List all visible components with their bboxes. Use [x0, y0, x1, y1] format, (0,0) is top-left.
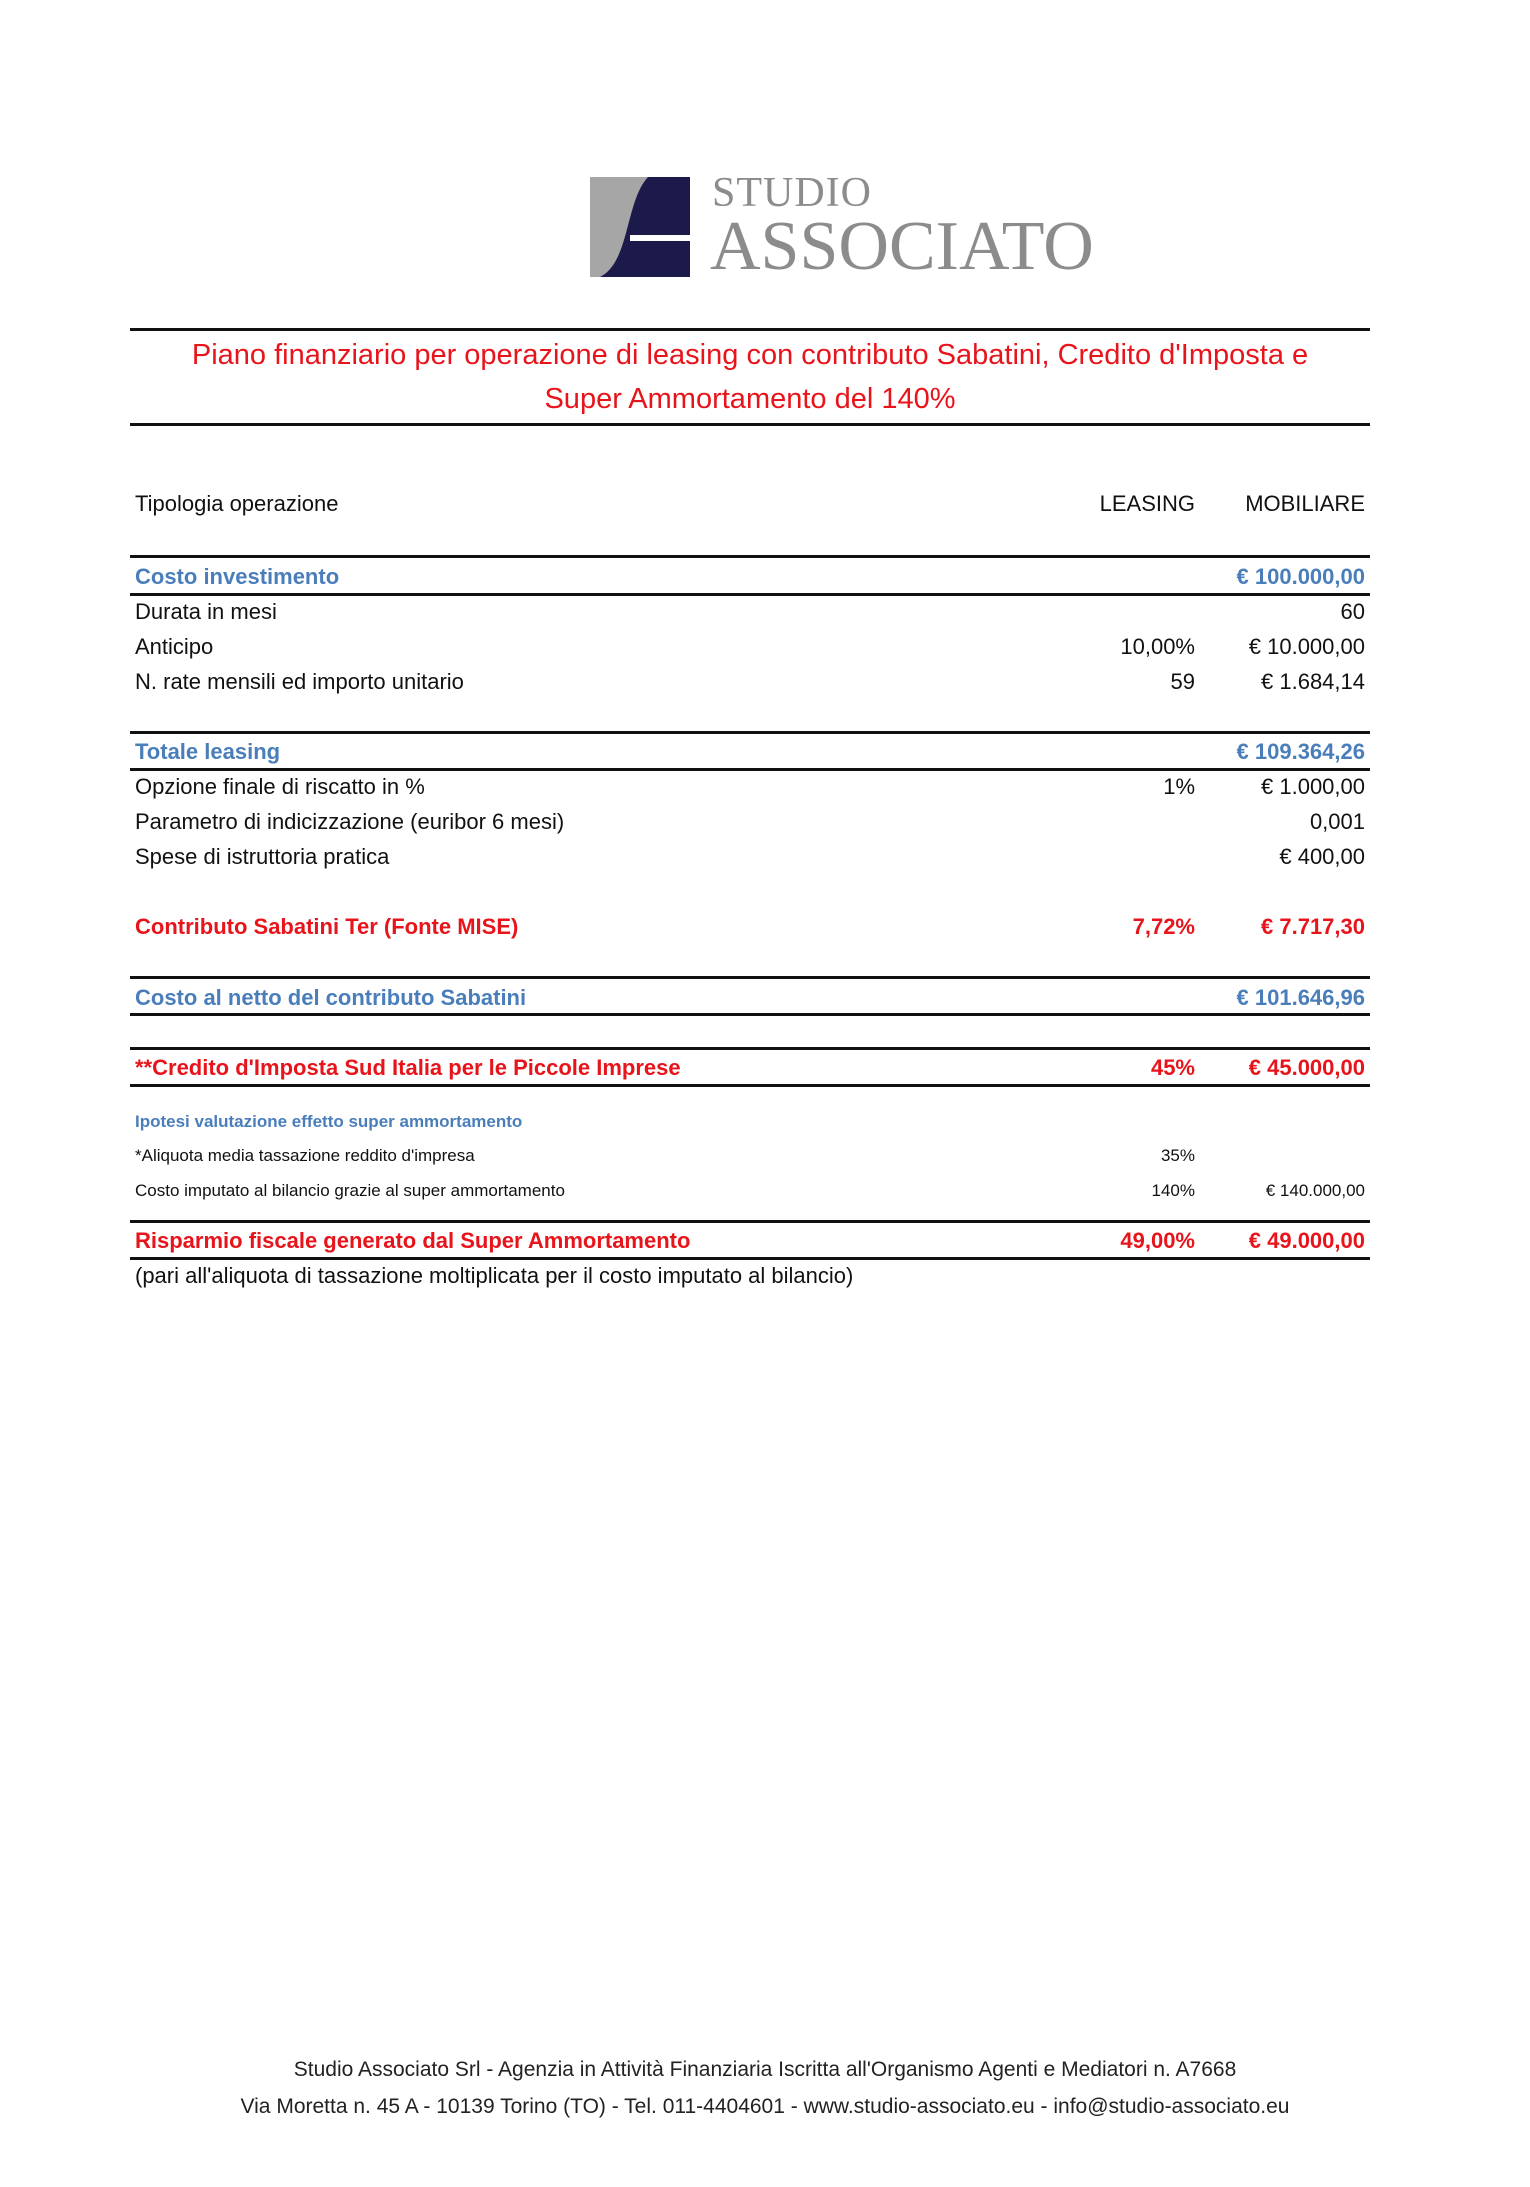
- logo-mark-icon: [590, 177, 690, 277]
- header-col-mobiliare: MOBILIARE: [1245, 491, 1365, 516]
- row-label: (pari all'aliquota di tassazione moltiplicata per il costo imputato al bilancio): [135, 1263, 854, 1288]
- row-value-mobiliare: € 7.717,30: [1261, 914, 1365, 939]
- table-row-anticipo: [130, 629, 1370, 664]
- row-value-mobiliare: € 45.000,00: [1248, 1055, 1365, 1080]
- row-value-mobiliare: 0,001: [1309, 809, 1365, 834]
- document-title-line1: Piano finanziario per operazione di leasing con contributo Sabatini, Credito d'Imposta e: [191, 339, 1309, 371]
- row-label: Costo al netto del contributo Sabatini: [135, 985, 527, 1010]
- table-row-costo-imputato: [130, 1173, 1370, 1208]
- row-label: Durata in mesi: [135, 599, 277, 624]
- row-value-leasing: 7,72%: [1132, 914, 1195, 939]
- row-label: Costo investimento: [135, 564, 340, 589]
- row-label: Risparmio fiscale generato dal Super Ammortamento: [135, 1228, 691, 1253]
- row-value-mobiliare: € 400,00: [1279, 844, 1365, 869]
- row-value-mobiliare: € 140.000,00: [1265, 1181, 1365, 1200]
- row-value-mobiliare: € 1.684,14: [1261, 669, 1365, 694]
- row-label: Totale leasing: [135, 739, 281, 764]
- table-row-nota: [130, 1258, 1370, 1293]
- divider: [130, 1013, 1370, 1016]
- row-value-mobiliare: € 100.000,00: [1236, 564, 1365, 589]
- row-value-mobiliare: € 109.364,26: [1236, 739, 1365, 764]
- row-value-leasing: 10,00%: [1120, 634, 1195, 659]
- table-row-durata: [130, 594, 1370, 629]
- document-title-block: [130, 328, 1370, 426]
- divider: [130, 555, 1370, 558]
- row-value-leasing: 45%: [1150, 1055, 1195, 1080]
- table-row-spese-istruttoria: [130, 839, 1370, 874]
- row-value-leasing: 49,00%: [1120, 1228, 1195, 1253]
- row-value-mobiliare: € 49.000,00: [1248, 1228, 1365, 1253]
- row-label: *Aliquota media tassazione reddito d'impresa: [135, 1146, 475, 1165]
- row-label: Contributo Sabatini Ter (Fonte MISE): [135, 914, 519, 939]
- row-value-leasing: 140%: [1151, 1181, 1195, 1200]
- section-heading-ipotesi: [130, 1104, 1370, 1139]
- table-row-totale-leasing: [130, 734, 1370, 769]
- table-header-row: [130, 486, 1370, 521]
- table-row-credito-imposta: [130, 1050, 1370, 1085]
- logo-text-associato: ASSOCIATO: [710, 208, 1094, 285]
- table-row-costo-investimento: [130, 559, 1370, 594]
- header-label: Tipologia operazione: [135, 491, 339, 516]
- header-col-leasing: LEASING: [1099, 491, 1195, 516]
- row-label: N. rate mensili ed importo unitario: [135, 669, 464, 694]
- document-title-line2: Super Ammortamento del 140%: [544, 383, 956, 415]
- row-value-mobiliare: 60: [1340, 599, 1365, 624]
- divider: [130, 976, 1370, 979]
- table-row-risparmio-fiscale: [130, 1223, 1370, 1258]
- row-label: Opzione finale di riscatto in %: [135, 774, 425, 799]
- table-row-costo-netto: [130, 980, 1370, 1015]
- footer-line-company: Studio Associato Srl - Agenzia in Attività Finanziaria Iscritta all'Organismo Agenti e Mediatori n. A7668: [293, 2058, 1237, 2081]
- row-value-mobiliare: € 1.000,00: [1261, 774, 1365, 799]
- row-label: Parametro di indicizzazione (euribor 6 mesi): [135, 809, 565, 834]
- row-label: Spese di istruttoria pratica: [135, 844, 390, 869]
- row-value-mobiliare: € 10.000,00: [1248, 634, 1365, 659]
- divider: [130, 1084, 1370, 1087]
- row-value-leasing: 59: [1170, 669, 1195, 694]
- logo-text-studio: STUDIO: [712, 170, 872, 216]
- row-value-leasing: 35%: [1160, 1146, 1195, 1165]
- row-label: Costo imputato al bilancio grazie al super ammortamento: [135, 1181, 565, 1200]
- table-row-parametro: [130, 804, 1370, 839]
- row-label: Anticipo: [135, 634, 214, 659]
- table-row-contributo-sabatini: [130, 909, 1370, 944]
- table-row-aliquota: [130, 1138, 1370, 1173]
- row-label: Ipotesi valutazione effetto super ammortamento: [135, 1112, 523, 1131]
- row-value-mobiliare: € 101.646,96: [1236, 985, 1365, 1010]
- row-value-leasing: 1%: [1163, 774, 1195, 799]
- table-row-opzione-riscatto: [130, 769, 1370, 804]
- company-logo: [590, 170, 1094, 292]
- footer-line-contacts: Via Moretta n. 45 A - 10139 Torino (TO) - Tel. 011-4404601 - www.studio-associato.eu - info@studio-associato.eu: [240, 2095, 1290, 2118]
- table-row-rate: [130, 664, 1370, 699]
- row-label: **Credito d'Imposta Sud Italia per le Piccole Imprese: [135, 1055, 681, 1080]
